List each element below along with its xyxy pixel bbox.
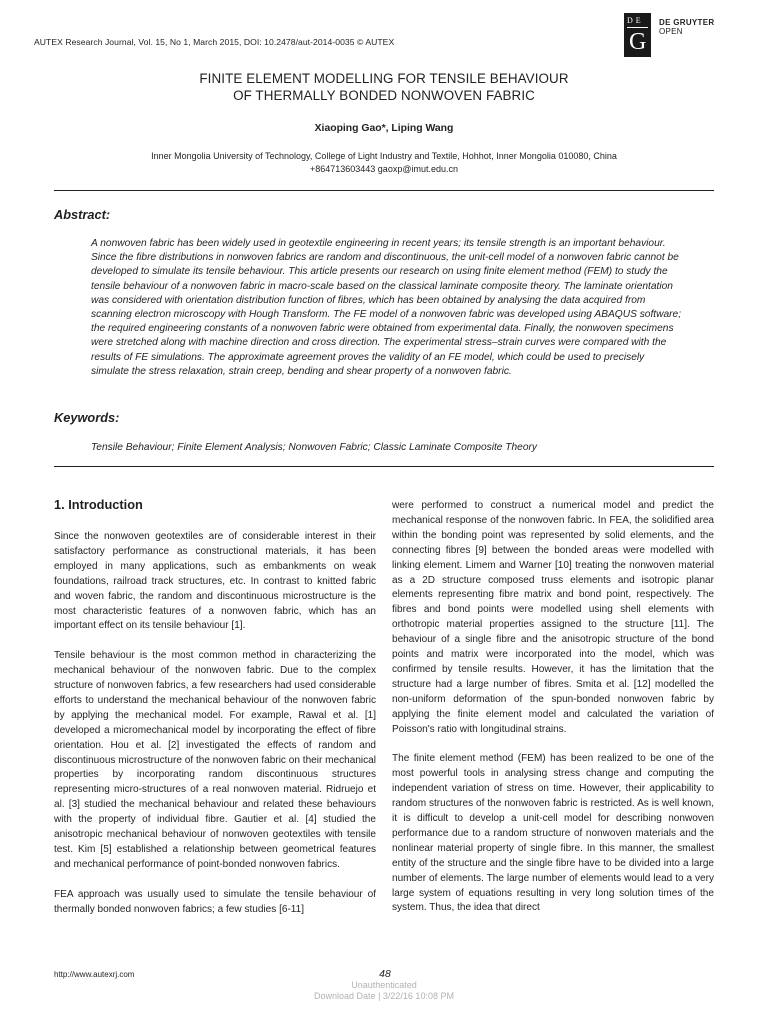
authors: Xiaoping Gao*, Liping Wang <box>314 123 454 134</box>
paper-title-line2: OF THERMALLY BONDED NONWOVEN FABRIC <box>233 88 535 103</box>
right-column <box>392 499 714 931</box>
divider-bottom <box>54 466 714 467</box>
logo-letter-bottom: G <box>629 29 647 55</box>
keywords-label: Keywords: <box>54 410 120 425</box>
footer-url[interactable]: http://www.autexrj.com <box>54 970 135 979</box>
publisher-name: DE GRUYTER <box>659 18 715 27</box>
affiliation-contact: +864713603443 gaoxp@imut.edu.cn <box>309 164 458 174</box>
publisher-sub: OPEN <box>659 27 683 36</box>
de-gruyter-logo-icon <box>624 13 651 57</box>
journal-reference: AUTEX Research Journal, Vol. 15, No 1, March 2015, DOI: 10.2478/aut-2014-0035 © AUTEX <box>34 37 395 47</box>
abstract-label: Abstract: <box>54 207 111 222</box>
watermark-download-date: Download Date | 3/22/16 10:08 PM <box>314 991 454 1001</box>
paragraph: FEA approach was usually used to simulate the tensile behaviour of thermally bonded nonwoven fabrics; a few studies [6-11] <box>54 888 376 915</box>
divider-top <box>54 190 714 191</box>
introduction-heading: 1. Introduction <box>54 497 143 512</box>
left-column <box>54 530 376 932</box>
abstract-text: A nonwoven fabric has been widely used in geotextile engineering in recent years; its tensile strength is an important behaviour. Since the fibre distributions in nonwoven fabrics are random and discontinuous, the unit-cell model of a nonwoven fabric cannot be developed to simulate its tensile behaviour. This article presents our research on using finite element method (FEM) to study the tensile behaviour of a nonwoven fabric in macro-scale based on the classical laminate composite theory. The laminate orientation was considered with orientation distribution function of fibres, which has been obtained by analysing the data acquired from scanning electron microscopy with Hough Transform. The FE model of a nonwoven fabric was developed using ABAQUS software; the required engineering constants of a nonwoven fabric were obtained from experimental data. Finally, the nonwoven specimens were stretched along with machine direction and cross direction. The experimental stress–strain curves were compared with the results of FE simulations. The approximate agreement proves the validity of an FE model, which could be used to precisely simulate the stress relaxation, strain creep, bending and shear property of a nonwoven fabric. <box>91 238 682 377</box>
paper-title-line1: FINITE ELEMENT MODELLING FOR TENSILE BEHAVIOUR <box>199 71 569 86</box>
page-number: 48 <box>379 968 391 980</box>
paragraph: The finite element method (FEM) has been realized to be one of the most powerful tools in analysing stress change and computing the independent variation of stress on time. However, their applicability to random structures of the nonwoven fabric is restricted. As is well known, it is difficult to develop a unit-cell model for describing nonwoven performance due to a random structure of nonwoven materials and the nonlinear material property of single fibre. In this manner, the smallest entity of the structure and the single fibre have to be divided into a large number of elements. The large number of elements would lead to a very large system of equations resulting in very long solution times of the system. Thus, the idea that direct <box>392 753 714 914</box>
paper-title <box>0 70 768 104</box>
paragraph: were performed to construct a numerical model and predict the mechanical response of the nonwoven fabric. In FEA, the solidified area within the bonding point was represented by solid elements, and the connecting fibres [9] between the bonded areas were modelled with linking element. Limem and Warner [10] treating the nonwoven material as a 2D structure composed truss elements and isotropic planar elements representing fibre matrix and bond point, respectively. The fibres and bond points were modelled using shell elements with orthotropic material properties assigned to the structure [11]. The behaviour of a single fibre and the anisotropic structure of the bond points and matrix were incorporated into the model, which was confirmed by tensile results. However, it has the limitation that the structure had a large number of fibres. Smita et al. [12] modelled the non-uniform deformation of the spun-bonded nonwoven fabric by applying the finite element model and calculated the variation of Poisson's ratio with longitudinal strains. <box>392 500 714 735</box>
paragraph: Tensile behaviour is the most common method in characterizing the mechanical behaviour of the nonwoven fabric. Due to the complex structure of nonwoven fabrics, a few researchers had used considerable efforts to understand the mechanical behaviour of the nonwoven fabric by applying the mechanical model. For example, Rawal et al. [1] developed a micromechanical model by incorporating the effect of fibre orientation. Hou et al. [2] investigated the effects of random and discontinuous microstructure of the nonwoven fabric on their mechanical properties by incorporating random discontinuous structures representing micro-structures of a real nonwoven material. Ridruejo et al. [3] studied the mechanical behaviour and related these behaviours with the property of individual fibre. Gautier et al. [4] studied the anisotropic mechanical behaviour of nonwoven geotextiles with tensile test. Kim [5] established a relationship between geometrical features and mechanical performance of point-bonded nonwoven fabrics. <box>54 650 376 870</box>
watermark-unauthenticated: Unauthenticated <box>351 980 417 990</box>
keywords-text: Tensile Behaviour; Finite Element Analysis; Nonwoven Fabric; Classic Laminate Composite Theory <box>91 442 537 453</box>
affiliation <box>0 150 768 176</box>
paragraph: Since the nonwoven geotextiles are of considerable interest in their satisfactory performance as constructional materials, it has been employed in many applications, such as embankments on weak foundations, railroad track structures, etc. In contrast to knitted fabric and woven fabric, the random and discontinuous microstructure is the most characteristic features of a nonwoven fabric, which has an important effect on its tensile behaviour [1]. <box>54 531 376 632</box>
affiliation-line1: Inner Mongolia University of Technology, College of Light Industry and Textile, Hohhot, Inner Mongolia 010080, China <box>151 151 617 161</box>
logo-letters-top: DE <box>627 16 644 25</box>
